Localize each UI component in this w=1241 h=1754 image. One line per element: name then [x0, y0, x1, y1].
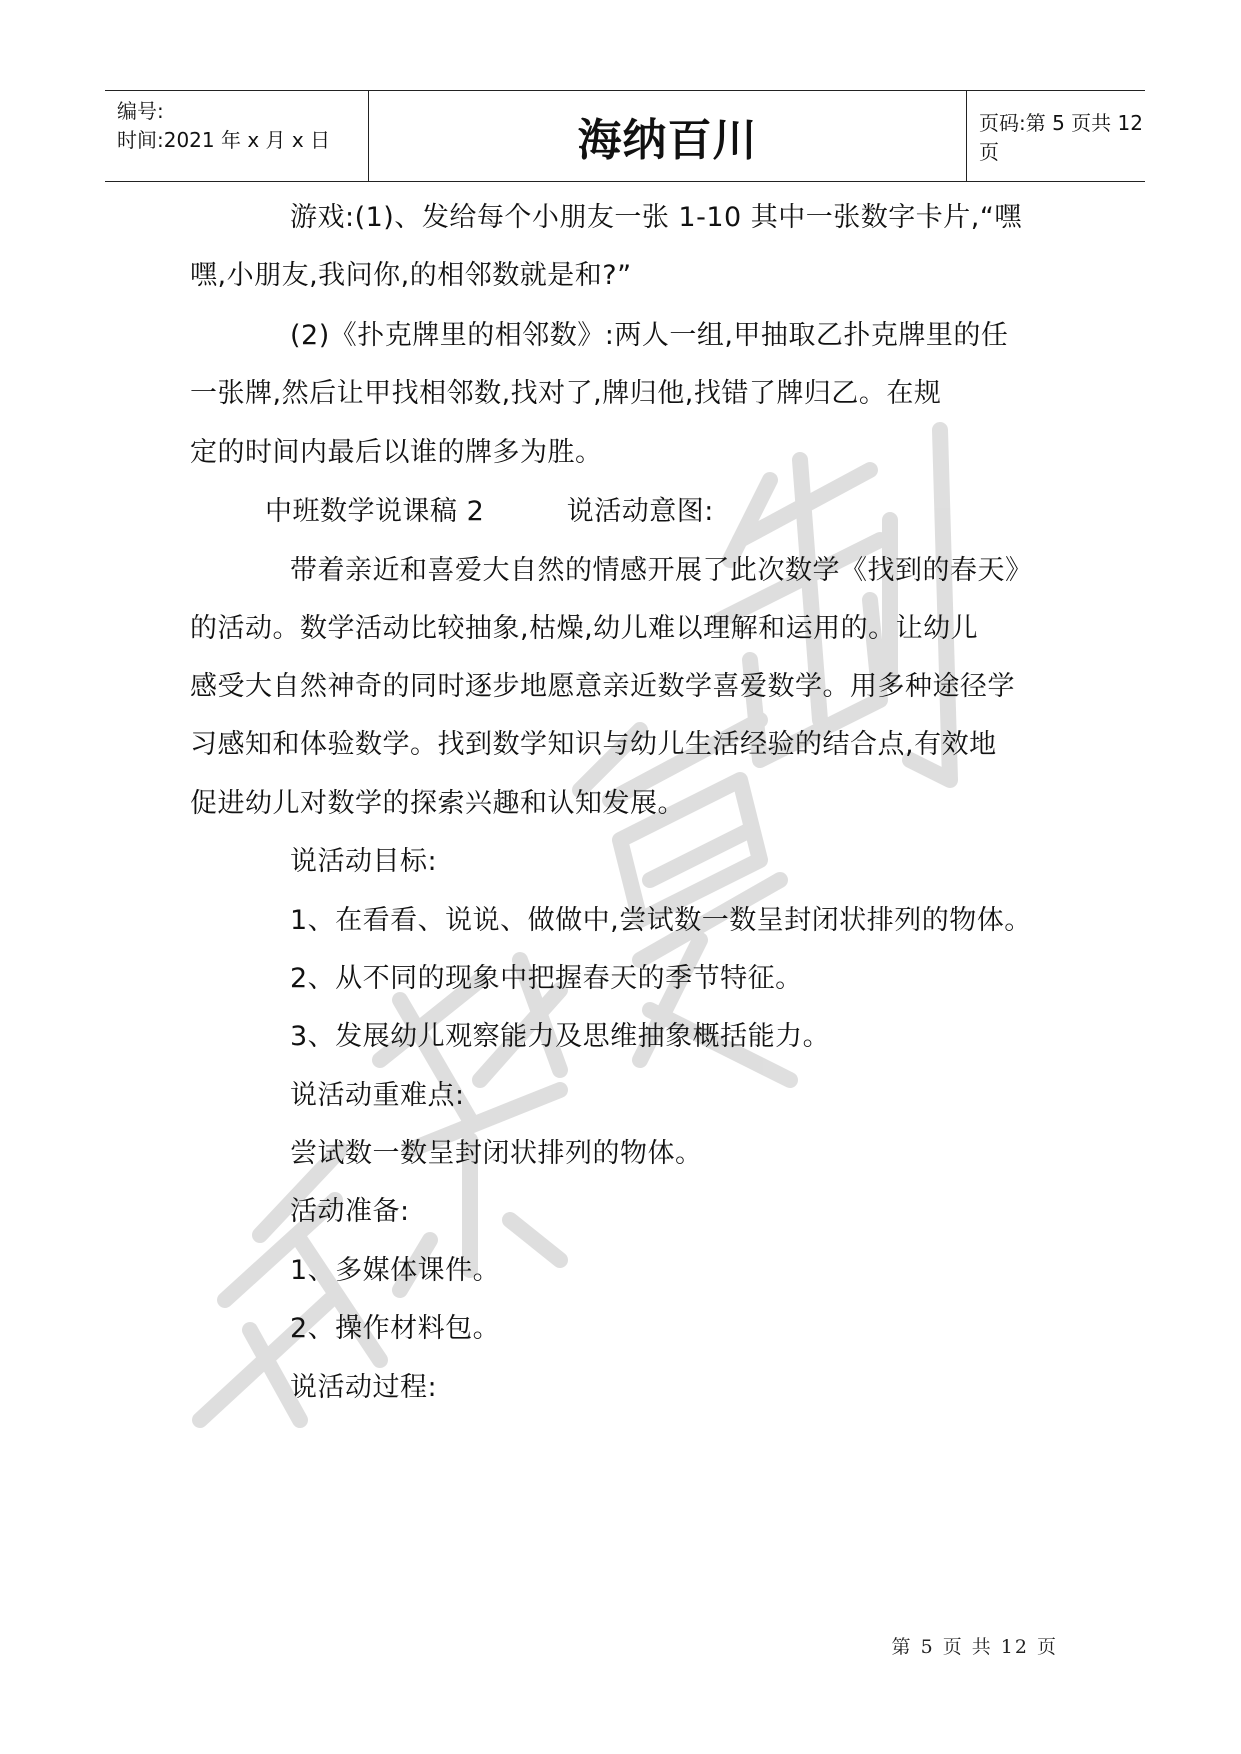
page-footer: 第 5 页 共 12 页 — [891, 1636, 1058, 1658]
serial-label: 编号: — [117, 99, 164, 123]
header-title-cell — [369, 91, 967, 181]
time-label: 时间:2021 年 x 月 x 日 — [117, 128, 331, 152]
body-line: 习感知和体验数学。找到数学知识与幼儿生活经验的结合点,有效地 — [190, 729, 997, 760]
section-heading: 中班数学说课稿 2 说活动意图: — [265, 496, 714, 527]
list-item: 3、发展幼儿观察能力及思维抽象概括能力。 — [290, 1021, 831, 1052]
list-item: 1、多媒体课件。 — [290, 1255, 501, 1286]
body-line: 感受大自然神奇的同时逐步地愿意亲近数学喜爱数学。用多种途径学 — [190, 671, 1015, 702]
section-heading: 说活动目标: — [290, 846, 438, 877]
document-header — [105, 90, 1145, 182]
list-item: 1、在看看、说说、做做中,尝试数一数呈封闭状排列的物体。 — [290, 905, 1032, 936]
body-line: 定的时间内最后以谁的牌多为胜。 — [190, 437, 603, 468]
watermark-char-2 — [380, 960, 560, 1290]
list-item: 2、从不同的现象中把握春天的季节特征。 — [290, 963, 803, 994]
header-page-cell — [967, 91, 1145, 181]
body-line: 游戏:(1)、发给每个小朋友一张 1-10 其中一张数字卡片,“嘿 — [290, 202, 1022, 233]
list-item: 2、操作材料包。 — [290, 1313, 501, 1344]
body-line: 一张牌,然后让甲找相邻数,找对了,牌归他,找错了牌归乙。在规 — [190, 378, 942, 409]
section-heading: 说活动重难点: — [290, 1080, 465, 1111]
header-page-label: 页码:第 5 页共 12 页 — [979, 111, 1143, 164]
body-line: 尝试数一数呈封闭状排列的物体。 — [290, 1138, 703, 1169]
document-title: 海纳百川 — [577, 115, 758, 166]
body-line: 嘿,小朋友,我问你,的相邻数就是和?” — [190, 260, 632, 291]
section-heading: 活动准备: — [290, 1196, 410, 1227]
body-line: 带着亲近和喜爱大自然的情感开展了此次数学《找到的春天》 — [290, 555, 1033, 586]
header-meta-cell — [105, 91, 369, 181]
body-line: 促进幼儿对数学的探索兴趣和认知发展。 — [190, 788, 685, 819]
body-line: (2)《扑克牌里的相邻数》:两人一组,甲抽取乙扑克牌里的任 — [290, 320, 1009, 351]
body-line: 的活动。数学活动比较抽象,枯燥,幼儿难以理解和运用的。让幼儿 — [190, 613, 979, 644]
section-heading: 说活动过程: — [290, 1372, 438, 1403]
